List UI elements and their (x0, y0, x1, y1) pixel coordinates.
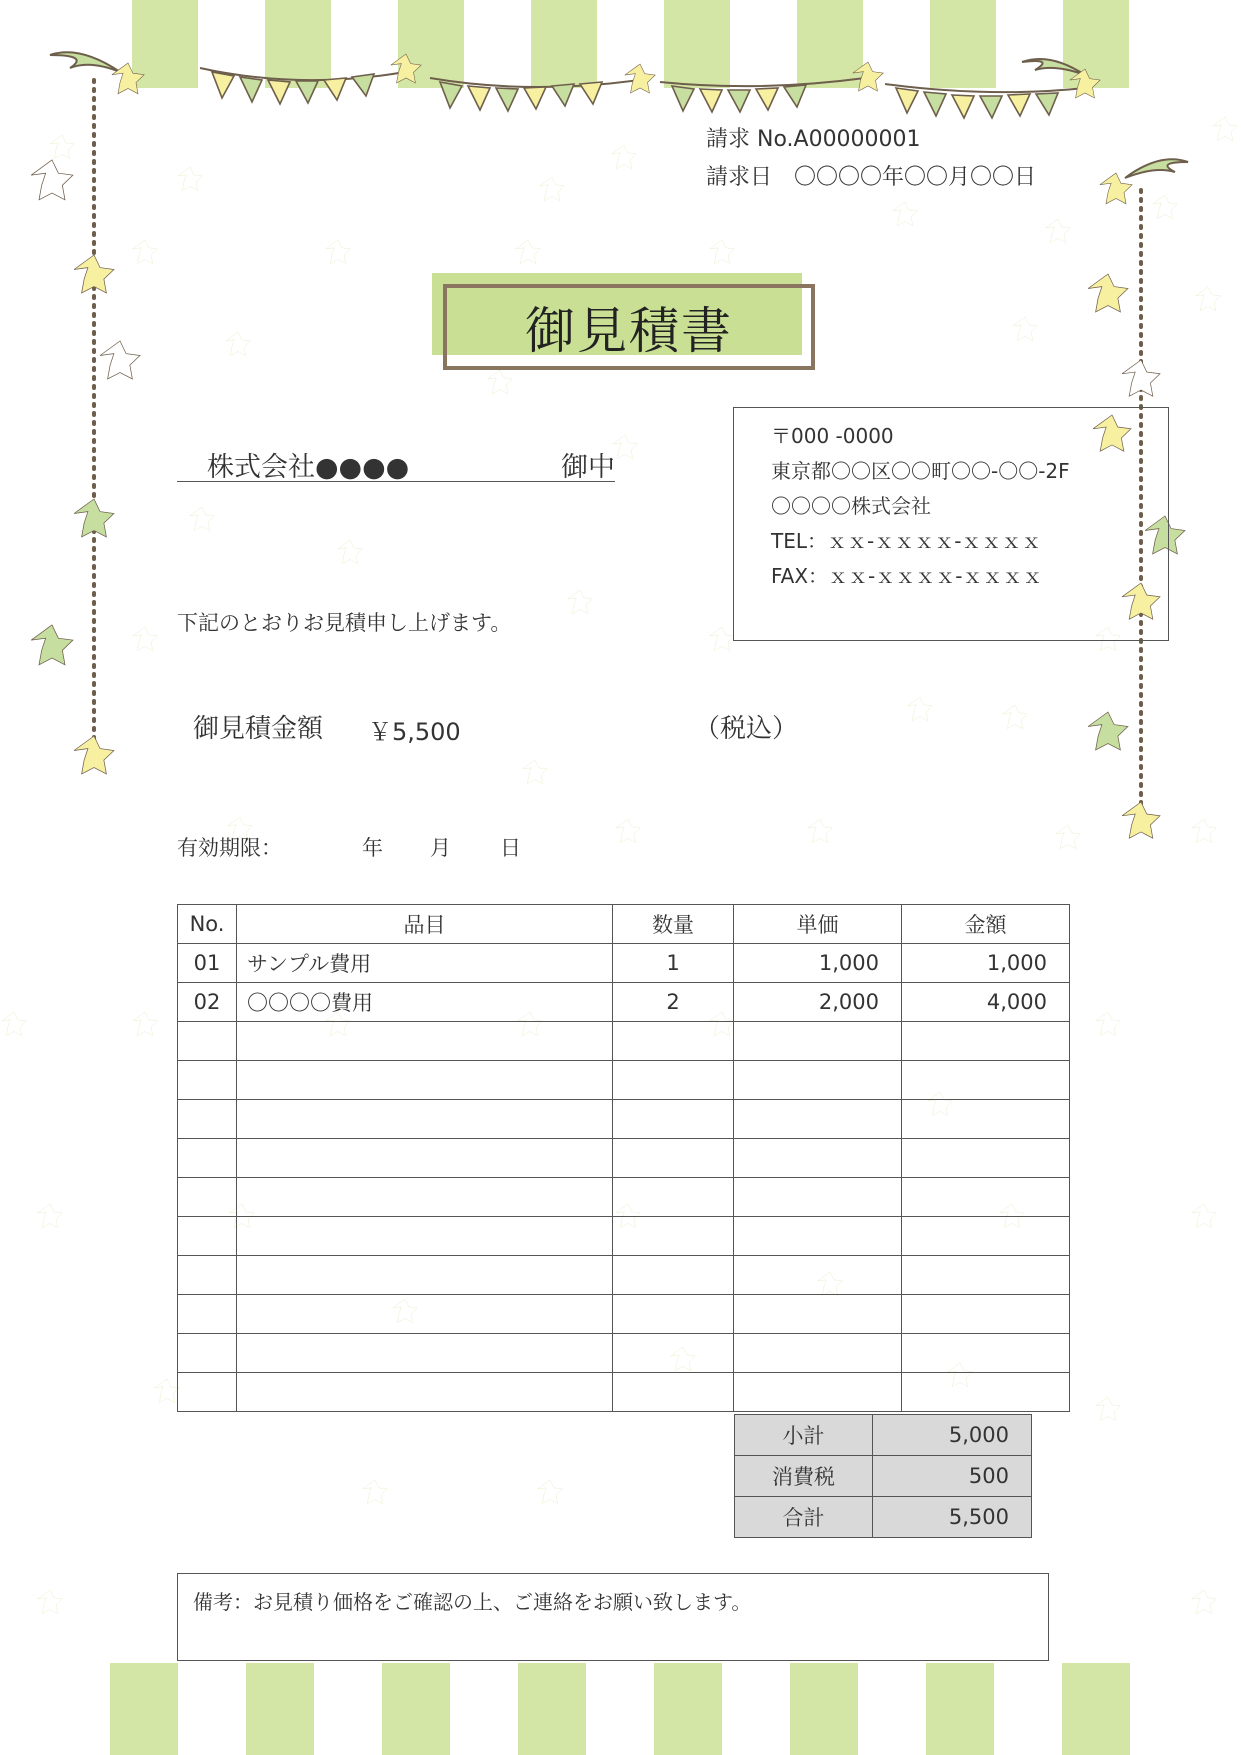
cell-qty (613, 1373, 734, 1412)
table-row (178, 1256, 1070, 1295)
items-table (177, 904, 1070, 1412)
cell-unit-price: 2,000 (734, 983, 902, 1022)
tax-label: 消費税 (735, 1456, 873, 1497)
cell-unit-price (734, 1061, 902, 1100)
table-row (178, 1178, 1070, 1217)
table-row (178, 983, 1070, 1022)
validity-year: 年 (362, 836, 383, 860)
cell-unit-price: 1,000 (734, 944, 902, 983)
cell-item (237, 1061, 613, 1100)
cell-no (178, 1373, 237, 1412)
cell-no (178, 1295, 237, 1334)
cell-item (237, 1178, 613, 1217)
cell-amount (902, 1256, 1070, 1295)
table-row (178, 1061, 1070, 1100)
table-row (178, 1295, 1070, 1334)
cell-item (237, 1100, 613, 1139)
cell-item: サンプル費用 (237, 944, 613, 983)
cell-no: 01 (178, 944, 237, 983)
cell-no: 02 (178, 983, 237, 1022)
cell-amount (902, 1022, 1070, 1061)
cell-unit-price (734, 1256, 902, 1295)
remarks-box (177, 1573, 1049, 1661)
table-row (178, 1334, 1070, 1373)
cell-item: 〇〇〇〇費用 (237, 983, 613, 1022)
cell-qty (613, 1256, 734, 1295)
cell-no (178, 1139, 237, 1178)
sender-address: 東京都〇〇区〇〇町〇〇-〇〇-2F (771, 459, 1070, 483)
cell-amount (902, 1100, 1070, 1139)
cell-item (237, 1217, 613, 1256)
cell-amount (902, 1373, 1070, 1412)
validity-day: 日 (500, 836, 521, 860)
cell-no (178, 1256, 237, 1295)
cell-no (178, 1178, 237, 1217)
header-amount: 金額 (902, 905, 1070, 944)
cell-item (237, 1334, 613, 1373)
sender-info-box (733, 407, 1169, 641)
cell-no (178, 1100, 237, 1139)
cell-unit-price (734, 1139, 902, 1178)
total-value: 5,500 (873, 1497, 1032, 1538)
cell-unit-price (734, 1334, 902, 1373)
cell-unit-price (734, 1022, 902, 1061)
recipient-name: 株式会社●●●● (207, 452, 410, 483)
cell-qty (613, 1061, 734, 1100)
totals-table (734, 1414, 1032, 1538)
tax-value: 500 (873, 1456, 1032, 1497)
tax-included-note: （税込） (694, 714, 799, 744)
header-qty: 数量 (613, 905, 734, 944)
cell-amount (902, 1178, 1070, 1217)
cell-item (237, 1022, 613, 1061)
sender-postal: 〒000 -0000 (771, 424, 894, 448)
amount-value: ￥5,500 (368, 718, 461, 746)
cell-no (178, 1022, 237, 1061)
cell-unit-price (734, 1295, 902, 1334)
cell-item (237, 1373, 613, 1412)
cell-item (237, 1256, 613, 1295)
table-row (178, 1100, 1070, 1139)
sender-company: 〇〇〇〇株式会社 (771, 494, 931, 518)
cell-qty (613, 1139, 734, 1178)
validity-month: 月 (430, 836, 451, 860)
header-item: 品目 (237, 905, 613, 944)
table-row (178, 1139, 1070, 1178)
cell-unit-price (734, 1217, 902, 1256)
total-label: 合計 (735, 1497, 873, 1538)
subtotal-row (735, 1415, 1032, 1456)
cell-unit-price (734, 1178, 902, 1217)
sender-fax: FAX：ｘｘ-ｘｘｘｘ-ｘｘｘｘ (771, 564, 1043, 588)
total-row (735, 1497, 1032, 1538)
cell-amount (902, 1139, 1070, 1178)
page-title: 御見積書 (443, 284, 815, 370)
subtotal-label: 小計 (735, 1415, 873, 1456)
recipient-honorific: 御中 (561, 452, 615, 483)
table-row (178, 1022, 1070, 1061)
cell-amount (902, 1061, 1070, 1100)
cell-item (237, 1139, 613, 1178)
intro-text: 下記のとおりお見積申し上げます。 (177, 611, 512, 635)
header-unit-price: 単価 (734, 905, 902, 944)
cell-qty (613, 1178, 734, 1217)
cell-qty: 1 (613, 944, 734, 983)
amount-label: 御見積金額 (193, 714, 324, 744)
cell-qty (613, 1100, 734, 1139)
invoice-date: 請求日 〇〇〇〇年〇〇月〇〇日 (706, 165, 1037, 190)
validity-label: 有効期限： (177, 836, 282, 860)
cell-amount: 1,000 (902, 944, 1070, 983)
remarks-text: 備考：お見積り価格をご確認の上、ご連絡をお願い致します。 (193, 1590, 752, 1614)
sender-tel: TEL：ｘｘ-ｘｘｘｘ-ｘｘｘｘ (771, 529, 1042, 553)
table-row (178, 1373, 1070, 1412)
cell-item (237, 1295, 613, 1334)
cell-unit-price (734, 1100, 902, 1139)
cell-qty (613, 1022, 734, 1061)
table-header-row (178, 905, 1070, 944)
recipient-line (177, 443, 615, 482)
cell-qty (613, 1217, 734, 1256)
cell-no (178, 1334, 237, 1373)
cell-qty: 2 (613, 983, 734, 1022)
cell-amount: 4,000 (902, 983, 1070, 1022)
cell-unit-price (734, 1373, 902, 1412)
cell-no (178, 1061, 237, 1100)
cell-qty (613, 1295, 734, 1334)
cell-amount (902, 1295, 1070, 1334)
cell-amount (902, 1217, 1070, 1256)
tax-row (735, 1456, 1032, 1497)
cell-no (178, 1217, 237, 1256)
table-row (178, 944, 1070, 983)
cell-amount (902, 1334, 1070, 1373)
invoice-number: 請求 No.A00000001 (706, 127, 921, 152)
cell-qty (613, 1334, 734, 1373)
subtotal-value: 5,000 (873, 1415, 1032, 1456)
table-row (178, 1217, 1070, 1256)
header-no: No. (178, 905, 237, 944)
